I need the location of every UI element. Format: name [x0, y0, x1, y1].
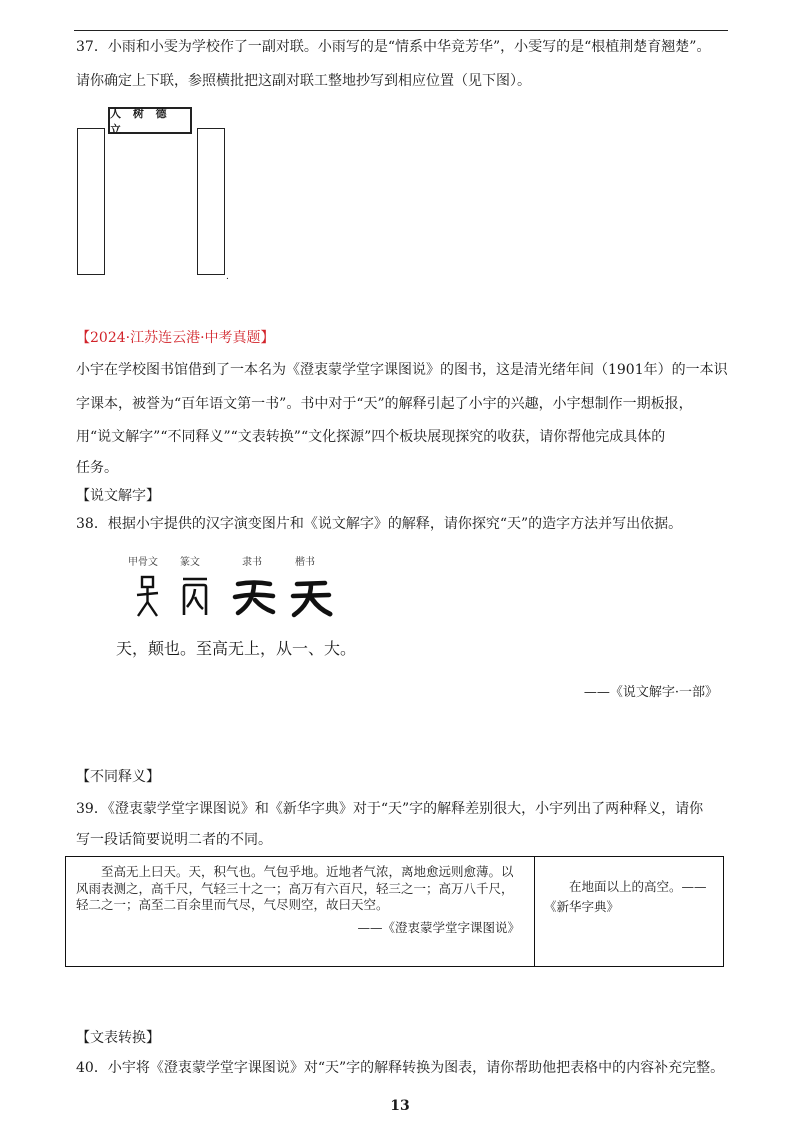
q39-line2: 写一段话简要说明二者的不同。: [76, 832, 272, 848]
label-oracle: 甲骨文: [128, 557, 158, 568]
intro-line-4: 任务。: [76, 460, 118, 476]
comparison-table: [65, 856, 724, 967]
section-shuowen: 【说文解字】: [76, 488, 160, 504]
q39-line1: 39．《澄衷蒙学堂字课图说》和《新华字典》对于“天”字的解释差别很大，小宇列出了两种释义，请你: [76, 801, 704, 817]
q38-text: 38．根据小宇提供的汉字演变图片和《说文解字》的解释，请你探究“天”的造字方法并写出依据。: [76, 516, 683, 532]
horizontal-banner: 人 树 德 立: [108, 107, 192, 134]
table-divider: [534, 857, 535, 966]
regular-tian-glyph: [289, 575, 333, 619]
header-rule: [74, 30, 728, 31]
clerical-tian-glyph: [232, 575, 276, 619]
diagram-mark: .: [226, 272, 229, 282]
q37-line1: 37．小雨和小雯为学校作了一副对联。小雨写的是“情系中华竞芳华”，小雯写的是“根植荆楚育翘楚”。: [76, 39, 711, 55]
q37-line2: 请你确定上下联，参照横批把这副对联工整地抄写到相应位置（见下图）。: [76, 73, 531, 89]
source-tag: 【2024·江苏连云港·中考真题】: [76, 330, 275, 346]
section-text-table: 【文表转换】: [76, 1030, 160, 1046]
page-number: 13: [390, 1098, 410, 1114]
intro-line-2: 字课本，被誉为“百年语文第一书”。书中对于“天”的解释引起了小宇的兴趣，小宇想制作一期板报，: [76, 396, 693, 412]
chengzhong-definition: 至高无上曰天。天，积气也。气包乎地。近地者气浓，离地愈远则愈薄。以风雨表测之，高千尺，气轻三十之一；高万有六百尺，轻三之一；高万八千尺，轻二之一；高至二百余里而气尽，气尽则空，故曰天空。: [76, 864, 514, 912]
shuowen-source: ——《说文解字·一部》: [583, 685, 718, 700]
section-different-meanings: 【不同释义】: [76, 769, 160, 785]
xinhua-definition: 在地面以上的高空。——《新华字典》: [544, 879, 707, 914]
left-couplet-box[interactable]: [77, 128, 105, 275]
shuowen-quote: 天，颠也。至高无上，从一、大。: [116, 639, 357, 658]
label-seal: 篆文: [180, 557, 200, 568]
seal-tian-glyph: [178, 575, 212, 619]
q40-text: 40．小宇将《澄衷蒙学堂字课图说》对“天”字的解释转换为图表，请你帮助他把表格中的内容补充完整。: [76, 1060, 725, 1076]
oracle-tian-glyph: [134, 575, 162, 619]
intro-line-1: 小宇在学校图书馆借到了一本名为《澄衷蒙学堂字课图说》的图书，这是清光绪年间（1901年）的一本识: [76, 362, 728, 378]
table-left-cell: [76, 864, 522, 936]
label-regular: 楷书: [295, 557, 315, 568]
label-clerical: 隶书: [242, 557, 262, 568]
chengzhong-source: ——《澄衷蒙学堂字课图说》: [357, 919, 520, 935]
intro-line-3: 用“说文解字”“不同释义”“文表转换”“文化探源”四个板块展现探究的收获，请你帮他完成具体的: [76, 429, 666, 445]
right-couplet-box[interactable]: [197, 128, 225, 275]
